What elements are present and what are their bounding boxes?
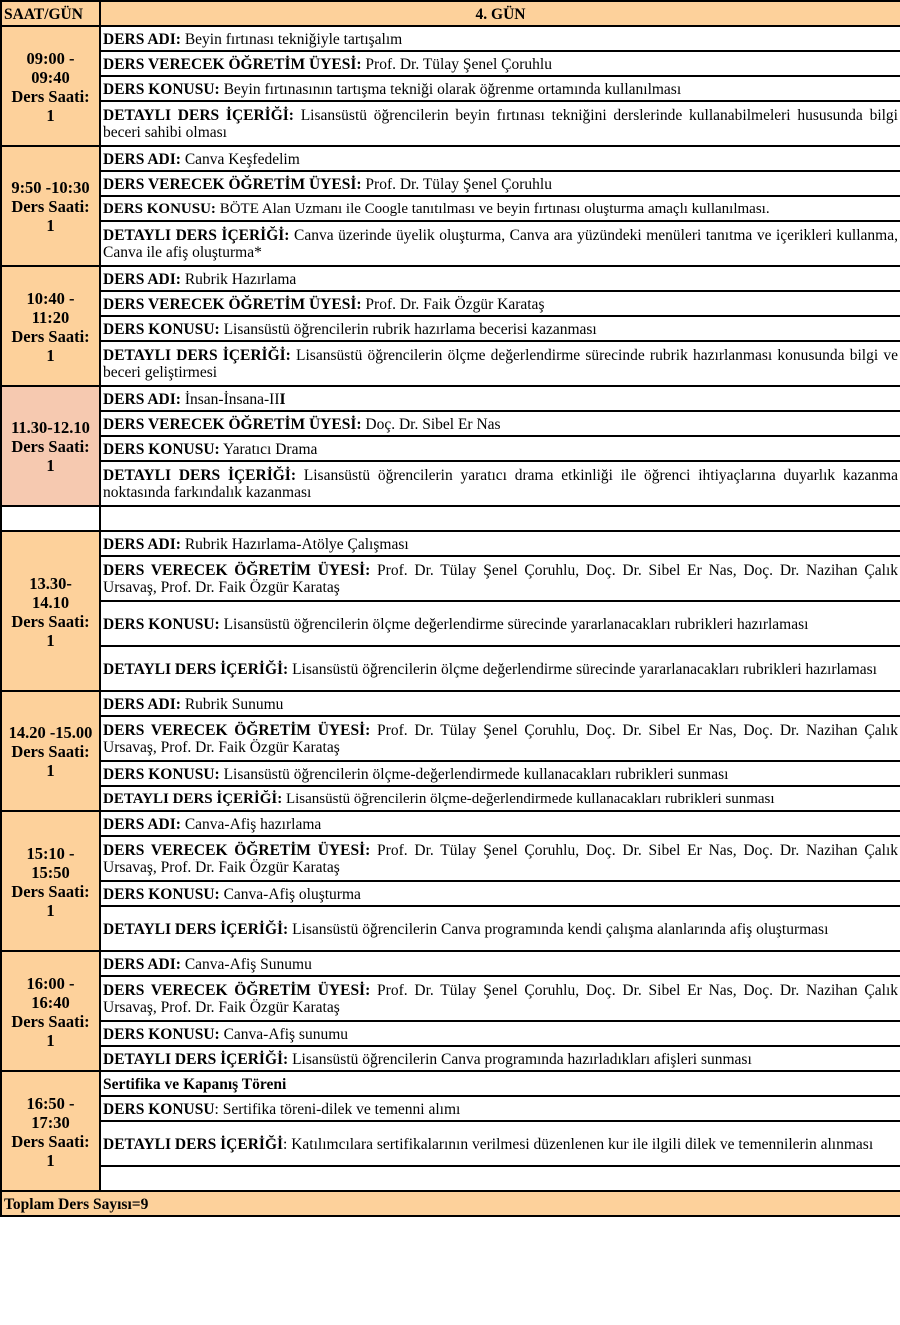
course-name: DERS ADI: Canva-Afiş Sunumu: [100, 951, 900, 976]
course-content: DETAYLI DERS İÇERİĞİ: Lisansüstü öğrencilerin Canva programında kendi çalışma alanlarında afiş oluşturması: [100, 906, 900, 951]
course-name: DERS ADI: Rubrik Sunumu: [100, 691, 900, 716]
instructor: DERS VERECEK ÖĞRETİM ÜYESİ: Doç. Dr. Sibel Er Nas: [100, 411, 900, 436]
course-topic: DERS KONUSU: Lisansüstü öğrencilerin ölçme değerlendirme sürecinde yararlanacakları rubrikleri hazırlaması: [100, 601, 900, 646]
session-time: 9:50 -10:30 Ders Saati: 1: [1, 146, 100, 266]
instructor: DERS VERECEK ÖĞRETİM ÜYESİ: Prof. Dr. Tülay Şenel Çoruhlu, Doç. Dr. Sibel Er Nas, Doç. Dr. Nazihan Çalık Ursavaş, Prof. Dr. Faik Özgür Karataş: [100, 716, 900, 761]
course-content: DETAYLI DERS İÇERİĞİ: Canva üzerinde üyelik oluşturma, Canva ara yüzündeki menüleri tanıtma ve içerikleri kullanma, Canva ile afiş oluşturma*: [100, 221, 900, 266]
session-row: [1, 691, 900, 716]
course-topic: DERS KONUSU: Canva-Afiş oluşturma: [100, 881, 900, 906]
course-content: DETAYLI DERS İÇERİĞİ: Lisansüstü öğrencilerin beyin fırtınası tekniğini derslerinde kullanabilmeleri hususunda bilgi beceri sahibi olması: [100, 101, 900, 146]
session-row: [1, 1071, 900, 1096]
instructor: DERS VERECEK ÖĞRETİM ÜYESİ: Prof. Dr. Tülay Şenel Çoruhlu: [100, 171, 900, 196]
course-name: DERS ADI: Canva Keşfedelim: [100, 146, 900, 171]
course-topic: DERS KONUSU: Canva-Afiş sunumu: [100, 1021, 900, 1046]
empty-cell: [100, 1166, 900, 1191]
course-content: DETAYLI DERS İÇERİĞİ: Lisansüstü öğrencilerin ölçme değerlendirme sürecinde yararlanacakları rubrikleri hazırlaması: [100, 646, 900, 691]
course-topic: DERS KONUSU: Beyin fırtınasının tartışma tekniği olarak öğrenme ortamında kullanılması: [100, 76, 900, 101]
session-time: 15:10 - 15:50 Ders Saati: 1: [1, 811, 100, 951]
session-row: [1, 146, 900, 171]
course-name: DERS ADI: İnsan-İnsana-III: [100, 386, 900, 411]
break-time-cell: [1, 506, 100, 531]
course-topic: DERS KONUSU: Sertifika töreni-dilek ve temenni alımı: [100, 1096, 900, 1121]
course-content: DETAYLI DERS İÇERİĞİ: Lisansüstü öğrencilerin Canva programında hazırladıkları afişleri sunması: [100, 1046, 900, 1071]
break-content-cell: [100, 506, 900, 531]
session-row: [1, 811, 900, 836]
course-name: DERS ADI: Rubrik Hazırlama: [100, 266, 900, 291]
course-topic: DERS KONUSU: BÖTE Alan Uzmanı ile Coogle tanıtılması ve beyin fırtınası oluşturma amaçlı kullanılması.: [100, 196, 900, 221]
break-row: [1, 506, 900, 531]
instructor: DERS VERECEK ÖĞRETİM ÜYESİ: Prof. Dr. Tülay Şenel Çoruhlu, Doç. Dr. Sibel Er Nas, Doç. Dr. Nazihan Çalık Ursavaş, Prof. Dr. Faik Özgür Karataş: [100, 976, 900, 1021]
course-name: DERS ADI: Beyin fırtınası tekniğiyle tartışalım: [100, 26, 900, 51]
session-time: 16:00 - 16:40 Ders Saati: 1: [1, 951, 100, 1071]
session-time: 11.30-12.10 Ders Saati: 1: [1, 386, 100, 506]
total-course-count: Toplam Ders Sayısı=9: [1, 1191, 900, 1216]
course-topic: DERS KONUSU: Yaratıcı Drama: [100, 436, 900, 461]
day-header: 4. GÜN: [100, 1, 900, 26]
session-time: 10:40 - 11:20 Ders Saati: 1: [1, 266, 100, 386]
course-name: DERS ADI: Rubrik Hazırlama-Atölye Çalışması: [100, 531, 900, 556]
course-content: DETAYLI DERS İÇERİĞİ: Lisansüstü öğrencilerin ölçme-değerlendirmede kullanacakları rubrikleri sunması: [100, 786, 900, 811]
session-row: [1, 386, 900, 411]
header-row: [1, 1, 900, 26]
course-topic: DERS KONUSU: Lisansüstü öğrencilerin rubrik hazırlama becerisi kazanması: [100, 316, 900, 341]
session-time: 14.20 -15.00 Ders Saati: 1: [1, 691, 100, 811]
session-row: [1, 531, 900, 556]
instructor: DERS VERECEK ÖĞRETİM ÜYESİ: Prof. Dr. Tülay Şenel Çoruhlu, Doç. Dr. Sibel Er Nas, Doç. Dr. Nazihan Çalık Ursavaş, Prof. Dr. Faik Özgür Karataş: [100, 836, 900, 881]
time-column-header: SAAT/GÜN: [1, 1, 100, 26]
course-content: DETAYLI DERS İÇERİĞİ: Katılımcılara sertifikalarının verilmesi düzenlenen kur ile ilgili dilek ve temennilerin alınması: [100, 1121, 900, 1166]
session-row: [1, 26, 900, 51]
session-time: 13.30- 14.10 Ders Saati: 1: [1, 531, 100, 691]
session-time: 16:50 - 17:30 Ders Saati: 1: [1, 1071, 100, 1191]
session-row: [1, 951, 900, 976]
ceremony-title: Sertifika ve Kapanış Töreni: [100, 1071, 900, 1096]
course-content: DETAYLI DERS İÇERİĞİ: Lisansüstü öğrencilerin yaratıcı drama etkinliği ile öğrenci ihtiyaçlarına duyarlık kazanma noktasında farkındalık kazanması: [100, 461, 900, 506]
course-name: DERS ADI: Canva-Afiş hazırlama: [100, 811, 900, 836]
session-row: [1, 266, 900, 291]
course-content: DETAYLI DERS İÇERİĞİ: Lisansüstü öğrencilerin ölçme değerlendirme sürecinde rubrik hazırlanması konusunda bilgi ve beceri geliştirmesi: [100, 341, 900, 386]
instructor: DERS VERECEK ÖĞRETİM ÜYESİ: Prof. Dr. Faik Özgür Karataş: [100, 291, 900, 316]
instructor: DERS VERECEK ÖĞRETİM ÜYESİ: Prof. Dr. Tülay Şenel Çoruhlu, Doç. Dr. Sibel Er Nas, Doç. Dr. Nazihan Çalık Ursavaş, Prof. Dr. Faik Özgür Karataş: [100, 556, 900, 601]
footer-row: [1, 1191, 900, 1216]
instructor: DERS VERECEK ÖĞRETİM ÜYESİ: Prof. Dr. Tülay Şenel Çoruhlu: [100, 51, 900, 76]
session-time: 09:00 - 09:40 Ders Saati: 1: [1, 26, 100, 146]
course-topic: DERS KONUSU: Lisansüstü öğrencilerin ölçme-değerlendirmede kullanacakları rubrikleri sunması: [100, 761, 900, 786]
